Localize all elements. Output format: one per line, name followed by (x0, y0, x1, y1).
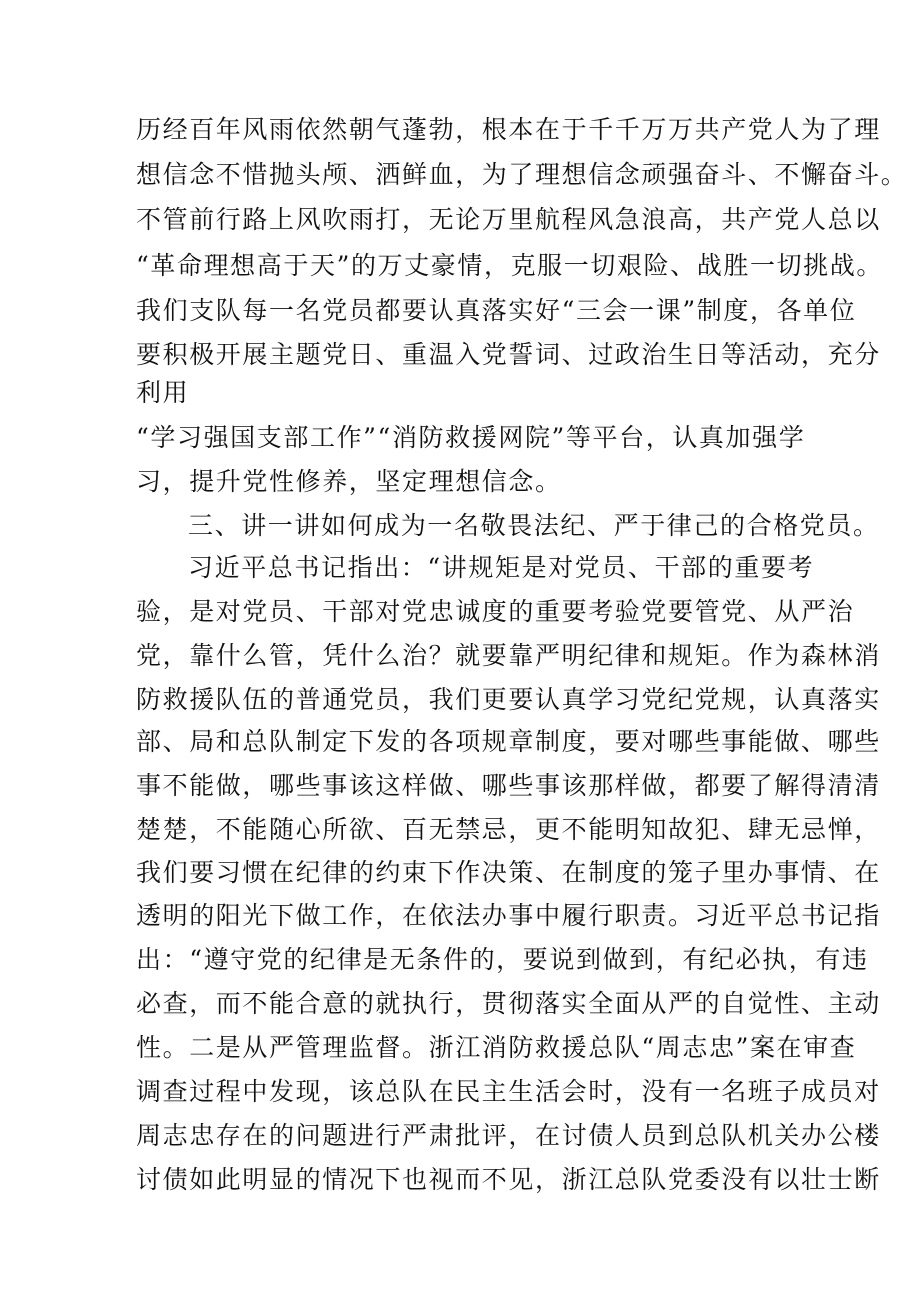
text-line: 楚楚，不能随心所欲、百无禁忌，更不能明知故犯、肆无忌惮， (136, 815, 881, 844)
text-line: 要积极开展主题党日、重温入党誓词、过政治生日等活动，充分 (136, 340, 881, 369)
text-line: 习，提升党性修养，坚定理想信念。 (136, 467, 562, 496)
text-line: 周志忠存在的问题进行严肃批评，在讨债人员到总队机关办公楼 (136, 1121, 881, 1150)
text-line: 出：“遵守党的纪律是无条件的，要说到做到，有纪必执，有违 (136, 945, 869, 974)
text-line: 历经百年风雨依然朝气蓬勃，根本在于千千万万共产党人为了理 (136, 115, 881, 144)
text-line: 透明的阳光下做工作，在依法办事中履行职责。习近平总书记指 (136, 901, 881, 930)
text-line: 党，靠什么管，凭什么治？就要靠严明纪律和规矩。作为森林消 (136, 641, 881, 670)
text-line: 事不能做，哪些事该这样做、哪些事该那样做，都要了解得清清 (136, 771, 881, 800)
text-line: 部、局和总队制定下发的各项规章制度，要对哪些事能做、哪些 (136, 727, 881, 756)
text-line: 利用 (136, 378, 190, 407)
text-line: 讨债如此明显的情况下也视而不见，浙江总队党委没有以壮士断 (136, 1165, 881, 1194)
text-line: “学习强国支部工作”“消防救援网院”等平台，认真加强学 (136, 423, 806, 452)
text-line: 不管前行路上风吹雨打，无论万里航程风急浪高，共产党人总以 (136, 205, 881, 234)
text-line: “革命理想高于天”的万丈豪情，克服一切艰险、战胜一切挑战。 (136, 251, 883, 280)
text-line: 习近平总书记指出：“讲规矩是对党员、干部的重要考 (188, 553, 815, 582)
text-line: 我们支队每一名党员都要认真落实好“三会一课”制度，各单位 (136, 296, 857, 325)
text-line: 防救援队伍的普通党员，我们更要认真学习党纪党规，认真落实 (136, 685, 881, 714)
section-heading: 三、讲一讲如何成为一名敬畏法纪、严于律己的合格党员。 (188, 511, 880, 540)
text-line: 想信念不惜抛头颅、洒鲜血，为了理想信念顽强奋斗、不懈奋斗。 (136, 160, 908, 189)
text-line: 验，是对党员、干部对党忠诚度的重要考验党要管党、从严治 (136, 597, 855, 626)
text-line: 调查过程中发现，该总队在民主生活会时，没有一名班子成员对 (136, 1077, 881, 1106)
text-line: 我们要习惯在纪律的约束下作决策、在制度的笼子里办事情、在 (136, 858, 881, 887)
text-line: 必查，而不能合意的就执行，贯彻落实全面从严的自觉性、主动 (136, 989, 881, 1018)
text-line: 性。二是从严管理监督。浙江消防救援总队“周志忠”案在审查 (136, 1033, 857, 1062)
